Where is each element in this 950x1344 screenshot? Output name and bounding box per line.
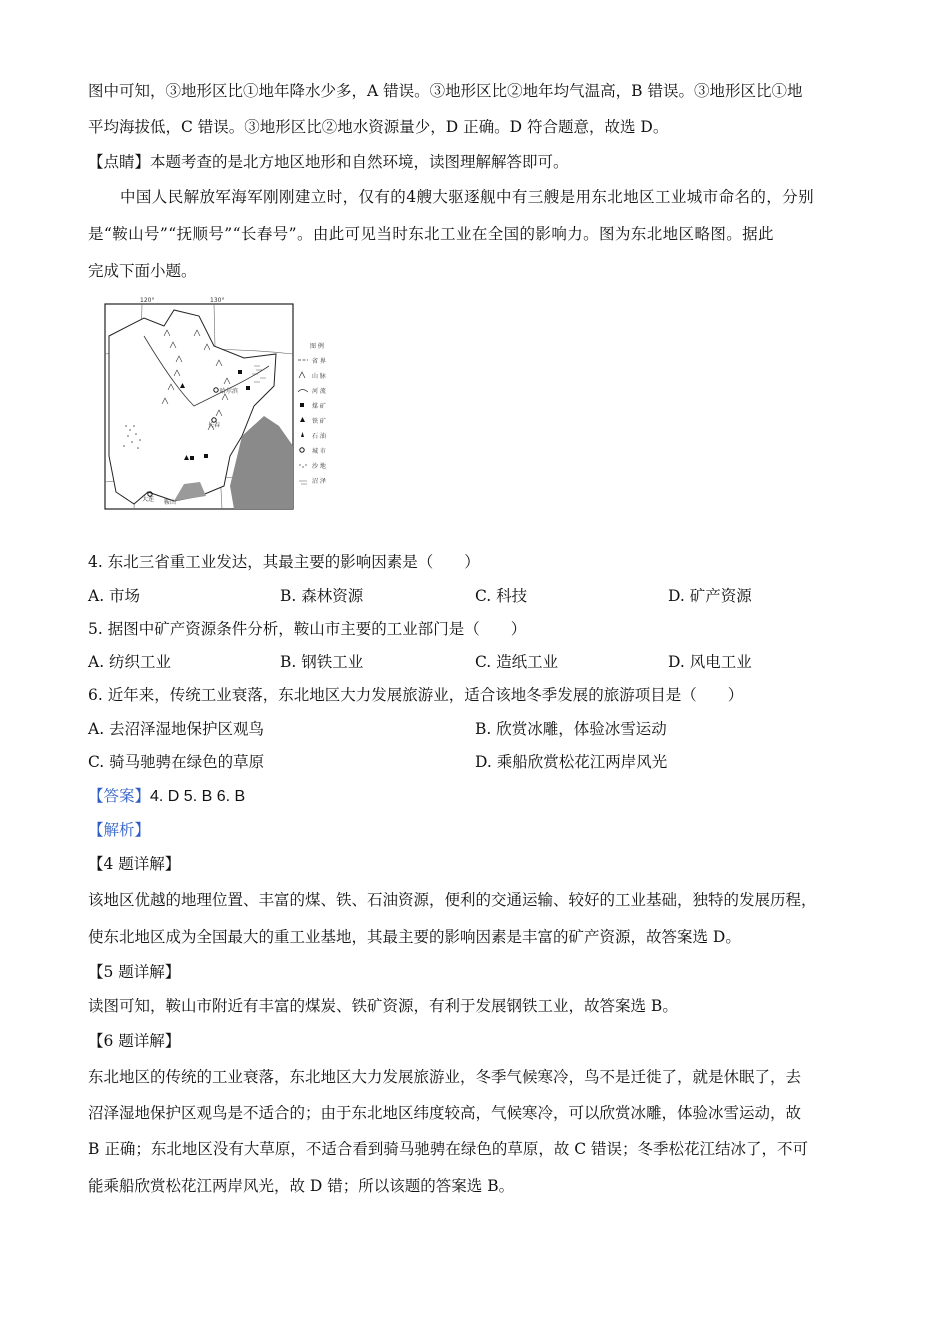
q4-option-c[interactable]: C. 科技	[475, 587, 528, 605]
northeast-map	[104, 296, 294, 510]
legend-item-mountain: 山 脉	[312, 373, 326, 380]
legend-item-river: 河 流	[312, 388, 326, 395]
q5-option-b[interactable]: B. 钢铁工业	[280, 653, 364, 671]
legend-item-city: 城 市	[312, 448, 326, 455]
legend-panel	[296, 340, 366, 500]
detail-6-line-1: 东北地区的传统的工业衰落，东北地区大力发展旅游业，冬季气候寒冷，鸟不是迁徙了，就是休眠了，去	[88, 1068, 802, 1086]
lon-label-130: 130°	[210, 297, 225, 304]
passage-line-3: 完成下面小题。	[88, 262, 197, 280]
tip-line: 【点睛】本题考查的是北方地区地形和自然环境，读图理解解答即可。	[88, 153, 569, 171]
marsh-icon	[299, 481, 307, 484]
q5-option-c[interactable]: C. 造纸工业	[475, 653, 559, 671]
q6-option-c[interactable]: C. 骑马驰骋在绿色的草原	[88, 753, 265, 771]
detail-6-line-3: B 正确；东北地区没有大草原，不适合看到骑马驰骋在绿色的草原，故 C 错误；冬季松花江结冰了，不可	[88, 1140, 809, 1158]
intro-line-2: 平均海拔低，C 错误。③地形区比②地水资源量少，D 正确。D 符合题意，故选 D。	[88, 118, 669, 136]
detail-5-title: 【5 题详解】	[88, 963, 181, 981]
detail-4-line-2: 使东北地区成为全国最大的重工业基地，其最主要的影响因素是丰富的矿产资源，故答案选 D。	[88, 928, 741, 946]
intro-line-1: 图中可知，③地形区比①地年降水少多，A 错误。③地形区比②地年均气温高，B 错误。③地形区比①地	[88, 82, 803, 100]
detail-6-line-4: 能乘船欣赏松花江两岸风光，故 D 错；所以该题的答案选 B。	[88, 1177, 515, 1195]
question-5-stem: 5. 据图中矿产资源条件分析，鞍山市主要的工业部门是（ ）	[88, 620, 527, 638]
question-6-stem: 6. 近年来，传统工业衰落，东北地区大力发展旅游业，适合该地冬季发展的旅游项目是（ ）	[88, 686, 744, 704]
passage-line-1: 中国人民解放军海军刚刚建立时，仅有的4艘大驱逐舰中有三艘是用东北地区工业城市命名的，分别	[120, 188, 814, 206]
q5-option-a[interactable]: A. 纺织工业	[88, 653, 172, 671]
coal-mine-icon	[300, 403, 304, 407]
oil-icon	[301, 432, 304, 437]
coal-mine-icon	[246, 386, 250, 390]
answer-text: 4. D 5. B 6. B	[150, 788, 246, 805]
analysis-label: 【解析】	[88, 821, 151, 839]
detail-5-line-1: 读图可知，鞍山市附近有丰富的煤炭、铁矿资源，有利于发展钢铁工业，故答案选 B。	[88, 997, 678, 1015]
q6-option-a[interactable]: A. 去沼泽湿地保护区观鸟	[88, 720, 265, 738]
q4-option-a[interactable]: A. 市场	[88, 587, 141, 605]
coal-mine-icon	[238, 370, 242, 374]
city-label-harbin: 哈尔滨	[220, 388, 239, 395]
lon-label-120: 120°	[140, 297, 155, 304]
city-icon	[300, 448, 304, 452]
iron-mine-icon	[300, 417, 305, 422]
q5-option-d[interactable]: D. 风电工业	[668, 653, 752, 671]
city-label-dalian: 大连	[142, 496, 155, 503]
mountain-icon	[299, 372, 305, 378]
legend-item-coal: 煤 矿	[312, 403, 326, 410]
q6-option-b[interactable]: B. 欣赏冰雕，体验冰雪运动	[475, 720, 667, 738]
detail-4-line-1: 该地区优越的地理位置、丰富的煤、铁、石油资源，便利的交通运输、较好的工业基础，独特的发展历程，	[88, 891, 817, 909]
legend-item-sand: 沙 地	[312, 463, 326, 470]
coal-mine-icon	[204, 454, 208, 458]
detail-6-title: 【6 题详解】	[88, 1032, 181, 1050]
coal-mine-icon	[190, 456, 194, 460]
detail-4-title: 【4 题详解】	[88, 855, 181, 873]
legend-item-marsh: 沼 泽	[312, 478, 326, 485]
detail-6-line-2: 沼泽湿地保护区观鸟是不适合的；由于东北地区纬度较高，气候寒冷，可以欣赏冰雕，体验冰雪运动，故	[88, 1104, 802, 1122]
city-label-changchun: 长春	[208, 422, 221, 429]
q6-option-d[interactable]: D. 乘船欣赏松花江两岸风光	[475, 753, 668, 771]
river-icon	[298, 390, 308, 393]
q4-option-d[interactable]: D. 矿产资源	[668, 587, 752, 605]
q4-option-b[interactable]: B. 森林资源	[280, 587, 364, 605]
question-4-stem: 4. 东北三省重工业发达，其最主要的影响因素是（ ）	[88, 553, 480, 571]
sand-icon	[299, 464, 306, 467]
city-label-anshan: 鞍山	[164, 499, 177, 506]
legend-title: 图 例	[310, 343, 324, 350]
answer-line	[88, 786, 245, 807]
legend-item-border: 省 界	[312, 358, 326, 365]
legend-item-iron: 铁 矿	[312, 418, 326, 425]
legend-item-oil: 石 油	[312, 433, 326, 440]
answer-label: 【答案】	[88, 787, 151, 805]
passage-line-2: 是“鞍山号”“抚顺号”“长春号”。由此可见当时东北工业在全国的影响力。图为东北地区略图。据此	[88, 225, 774, 243]
